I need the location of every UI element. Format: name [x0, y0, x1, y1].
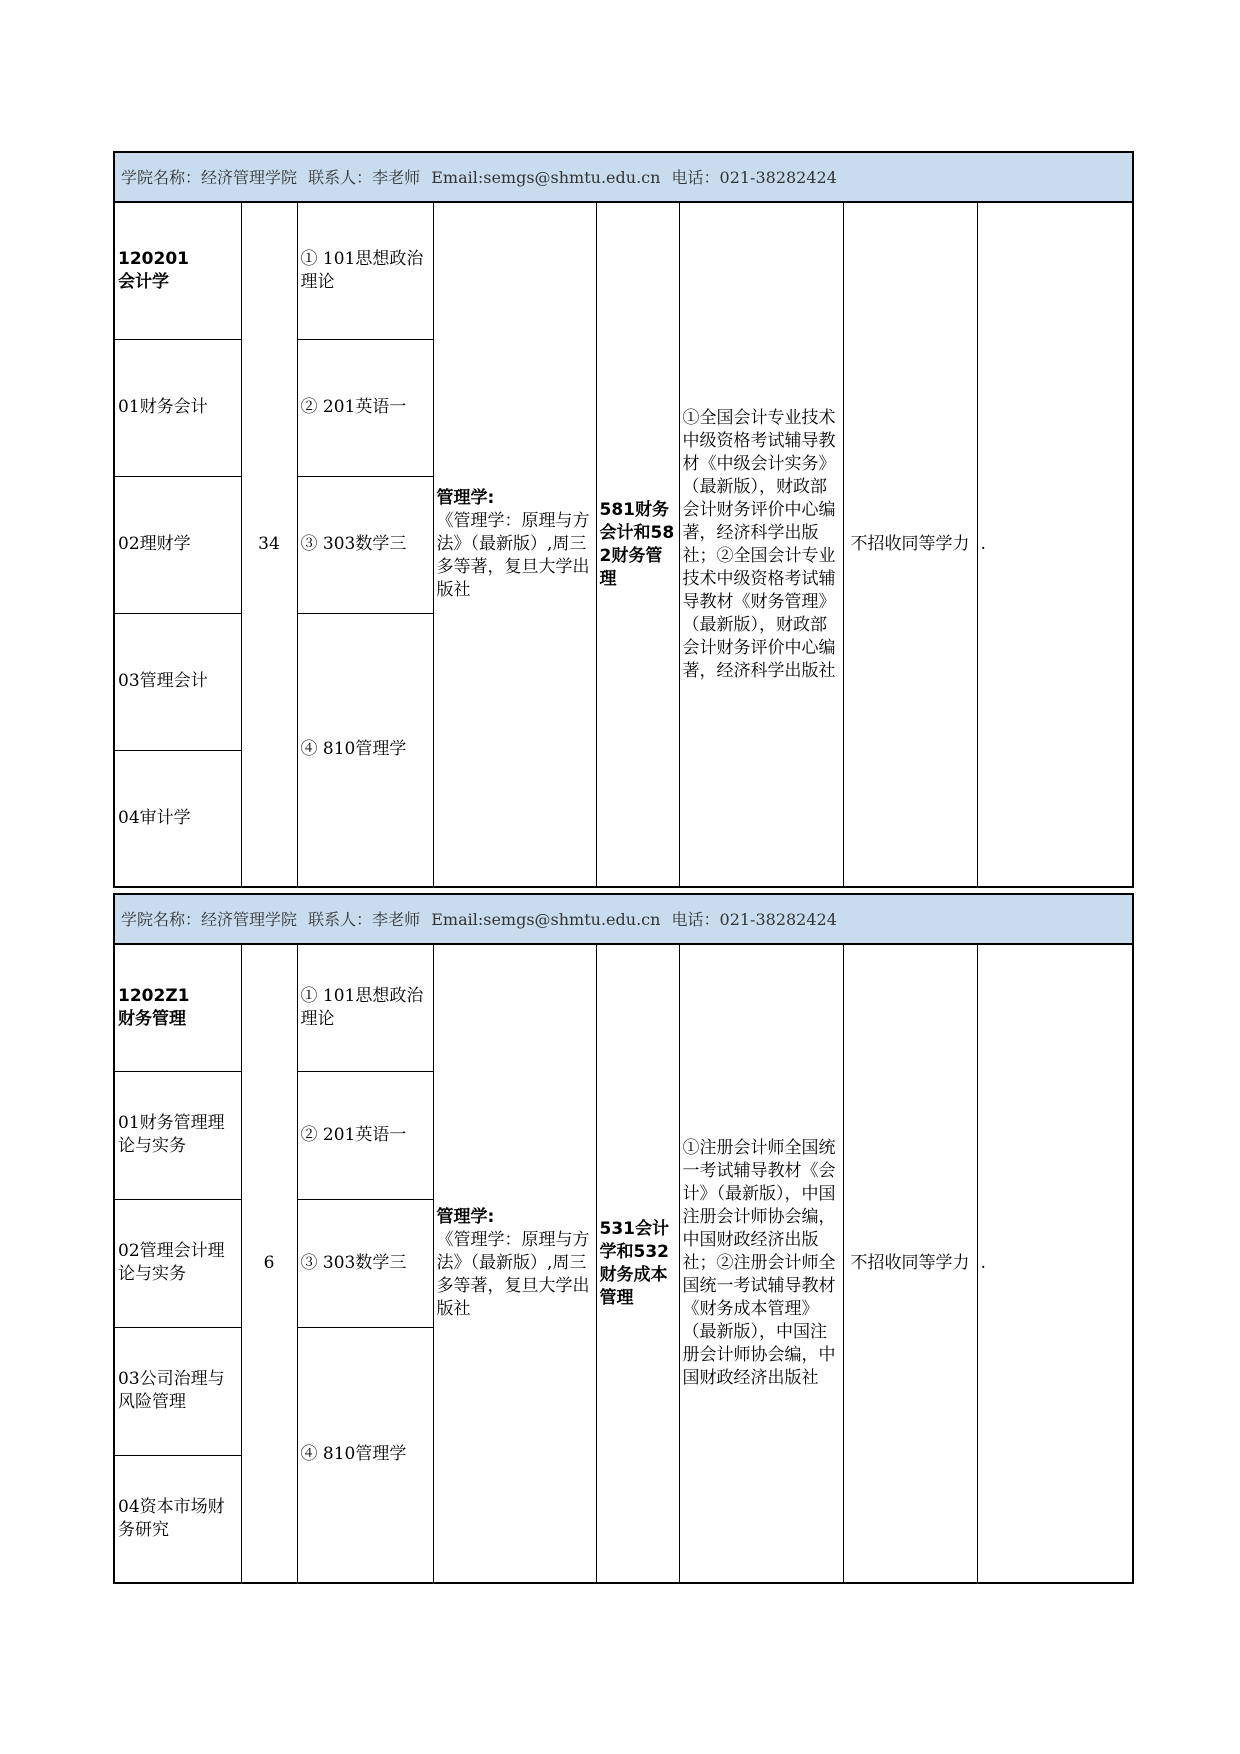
exam-subject-3: ③ 303数学三	[297, 1199, 433, 1327]
contact-email: Email:semgs@shmtu.edu.cn	[431, 167, 661, 187]
major-code: 120201	[118, 248, 189, 269]
major-cell	[114, 202, 241, 339]
contact-email: Email:semgs@shmtu.edu.cn	[431, 909, 661, 929]
direction-1: 01财务管理理论与实务	[114, 1071, 241, 1199]
remarks: .	[977, 944, 1133, 1583]
exam-subject-4: ④ 810管理学	[297, 1327, 433, 1583]
program-table-accounting	[113, 151, 1134, 888]
equal-education-note: 不招收同等学力	[843, 202, 977, 887]
exam-subject-2: ② 201英语一	[297, 339, 433, 476]
reference-title: 管理学:	[436, 1207, 495, 1227]
college-name: 学院名称：经济管理学院	[121, 909, 298, 929]
contact-phone: 电话：021-38282424	[671, 909, 837, 929]
college-header	[114, 152, 1133, 202]
contact-phone: 电话：021-38282424	[671, 167, 837, 187]
direction-3: 03公司治理与风险管理	[114, 1327, 241, 1455]
reference-books	[433, 944, 596, 1583]
reference-text: 《管理学：原理与方法》（最新版）,周三多等著，复旦大学出版社	[436, 511, 590, 600]
reference-title: 管理学:	[436, 488, 495, 508]
major-code: 1202Z1	[118, 985, 190, 1006]
college-header	[114, 894, 1133, 944]
reference-text: 《管理学：原理与方法》（最新版）,周三多等著，复旦大学出版社	[436, 1230, 590, 1319]
exam-subject-4: ④ 810管理学	[297, 613, 433, 887]
retest-books: ①全国会计专业技术中级资格考试辅导教材《中级会计实务》（最新版），财政部会计财务评价中心编著，经济科学出版社；②全国会计专业技术中级资格考试辅导教材《财务管理》（最新版），财政部会计财务评价中心编著，经济科学出版社	[679, 202, 843, 887]
exam-subject-1: ① 101思想政治理论	[297, 202, 433, 339]
retest-subject: 581财务会计和582财务管理	[596, 202, 679, 887]
exam-subject-1: ① 101思想政治理论	[297, 944, 433, 1071]
remarks: .	[977, 202, 1133, 887]
reference-books	[433, 202, 596, 887]
quota: 6	[241, 944, 297, 1583]
retest-books: ①注册会计师全国统一考试辅导教材《会计》（最新版），中国注册会计师协会编，中国财政经济出版社；②注册会计师全国统一考试辅导教材《财务成本管理》（最新版），中国注册会计师协会编，中国财政经济出版社	[679, 944, 843, 1583]
direction-1: 01财务会计	[114, 339, 241, 476]
direction-2: 02理财学	[114, 476, 241, 613]
exam-subject-3: ③ 303数学三	[297, 476, 433, 613]
contact-person: 联系人：李老师	[308, 167, 421, 187]
exam-subject-2: ② 201英语一	[297, 1071, 433, 1199]
direction-2: 02管理会计理论与实务	[114, 1199, 241, 1327]
direction-4: 04审计学	[114, 750, 241, 887]
major-name: 财务管理	[118, 1008, 186, 1029]
retest-subject: 531会计学和532财务成本管理	[596, 944, 679, 1583]
college-name: 学院名称：经济管理学院	[121, 167, 298, 187]
equal-education-note: 不招收同等学力	[843, 944, 977, 1583]
major-name: 会计学	[118, 271, 169, 292]
major-cell	[114, 944, 241, 1071]
quota: 34	[241, 202, 297, 887]
program-table-financial-management	[113, 893, 1134, 1584]
direction-4: 04资本市场财务研究	[114, 1455, 241, 1583]
direction-3: 03管理会计	[114, 613, 241, 750]
contact-person: 联系人：李老师	[308, 909, 421, 929]
